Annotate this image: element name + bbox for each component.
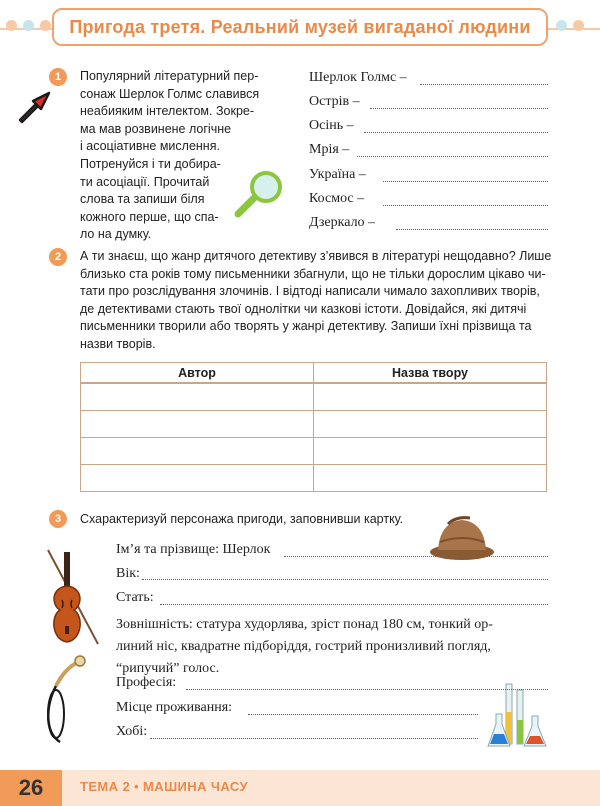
- title-cell[interactable]: [314, 411, 547, 438]
- word-3: Осінь –: [309, 118, 354, 133]
- author-cell[interactable]: [81, 438, 314, 465]
- authors-table: [80, 362, 547, 492]
- word-6: Космос –: [309, 191, 365, 206]
- gender-label: Стать:: [116, 590, 154, 605]
- answer-line-5[interactable]: [383, 181, 548, 182]
- task-number-1: 1: [49, 68, 67, 86]
- table-row: [81, 465, 547, 492]
- name-answer-line[interactable]: [284, 556, 548, 557]
- author-cell[interactable]: [81, 465, 314, 492]
- hobby-label: Хобі:: [116, 724, 148, 739]
- answer-line-1[interactable]: [420, 84, 548, 85]
- task2-text: А ти знаєш, що жанр дитячого детективу з’явився в літературі нещодавно? Лише близько ста років тому письменники збагнули, що не тільки дорослим цікаво чи- тати про розслідування злочинів. І відтоді написали чимало захопливих творів, де детективами стають твої однолітки чи казкові істоти. Довідайся, які дитячі письменники творили або творять у жанрі детективу. Запиши їхні прізвища та назви творів.: [80, 249, 552, 351]
- violin-icon: [40, 548, 106, 648]
- table-row: [81, 438, 547, 465]
- table-row: [81, 383, 547, 411]
- title-cell[interactable]: [314, 383, 547, 411]
- appearance-text: Зовнішність: статура худорлява, зріст понад 180 см, тонкий ор- линий ніс, квадратне підборіддя, гострий пронизливий погляд, “рипучий” голос.: [116, 617, 493, 676]
- profession-answer-line[interactable]: [186, 689, 548, 690]
- table-header-row: [81, 363, 547, 384]
- page-number: 26: [0, 770, 62, 806]
- pipe-icon: [40, 652, 92, 748]
- title-cell[interactable]: [314, 465, 547, 492]
- age-answer-line[interactable]: [142, 579, 548, 580]
- author-cell[interactable]: [81, 411, 314, 438]
- lab-flasks-icon: [484, 680, 550, 752]
- answer-line-7[interactable]: [396, 229, 548, 230]
- hobby-answer-line[interactable]: [150, 738, 478, 739]
- topic-label: ТЕМА 2 • МАШИНА ЧАСУ: [80, 779, 248, 794]
- name-label: Ім’я та прізвище: Шерлок: [116, 542, 271, 557]
- gender-answer-line[interactable]: [160, 604, 548, 605]
- word-4: Мрія –: [309, 142, 350, 157]
- chapter-title-box: [52, 8, 548, 46]
- magnifier-icon: [228, 168, 286, 224]
- answer-line-2[interactable]: [370, 108, 548, 109]
- title-cell[interactable]: [314, 438, 547, 465]
- word-5: Україна –: [309, 167, 366, 182]
- profession-label: Професія:: [116, 675, 177, 690]
- column-header-title: Назва твору: [314, 363, 547, 384]
- author-cell[interactable]: [81, 383, 314, 411]
- residence-answer-line[interactable]: [248, 714, 478, 715]
- task-number-2: 2: [49, 248, 67, 266]
- word-7: Дзеркало –: [309, 215, 376, 230]
- header-dots-right: [556, 20, 584, 31]
- word-1: Шерлок Голмс –: [309, 70, 407, 85]
- word-2: Острів –: [309, 94, 360, 109]
- answer-line-4[interactable]: [357, 156, 548, 157]
- age-label: Вік:: [116, 566, 140, 581]
- task3-instruction: Схарактеризуй персонажа пригоди, заповнивши картку.: [80, 512, 404, 526]
- task1-text: Популярний літературний пер- сонаж Шерлок Голмс славився неабияким інтелектом. Зокре- ма мав розвинене логічне і асоціативне мислення. Потренуйся і ти добира- ти асоціації. Прочитай слова та запиши біля кожного перше, що спа- ло на думку.: [80, 69, 260, 242]
- column-header-author: Автор: [81, 363, 314, 384]
- arrow-icon: [16, 88, 54, 126]
- task-number-3: 3: [49, 510, 67, 528]
- answer-line-6[interactable]: [383, 205, 548, 206]
- header-dots-left: [6, 20, 51, 31]
- chapter-title: Пригода третя. Реальний музей вигаданої людини: [69, 16, 531, 37]
- table-row: [81, 411, 547, 438]
- residence-label: Місце проживання:: [116, 700, 233, 715]
- answer-line-3[interactable]: [364, 132, 548, 133]
